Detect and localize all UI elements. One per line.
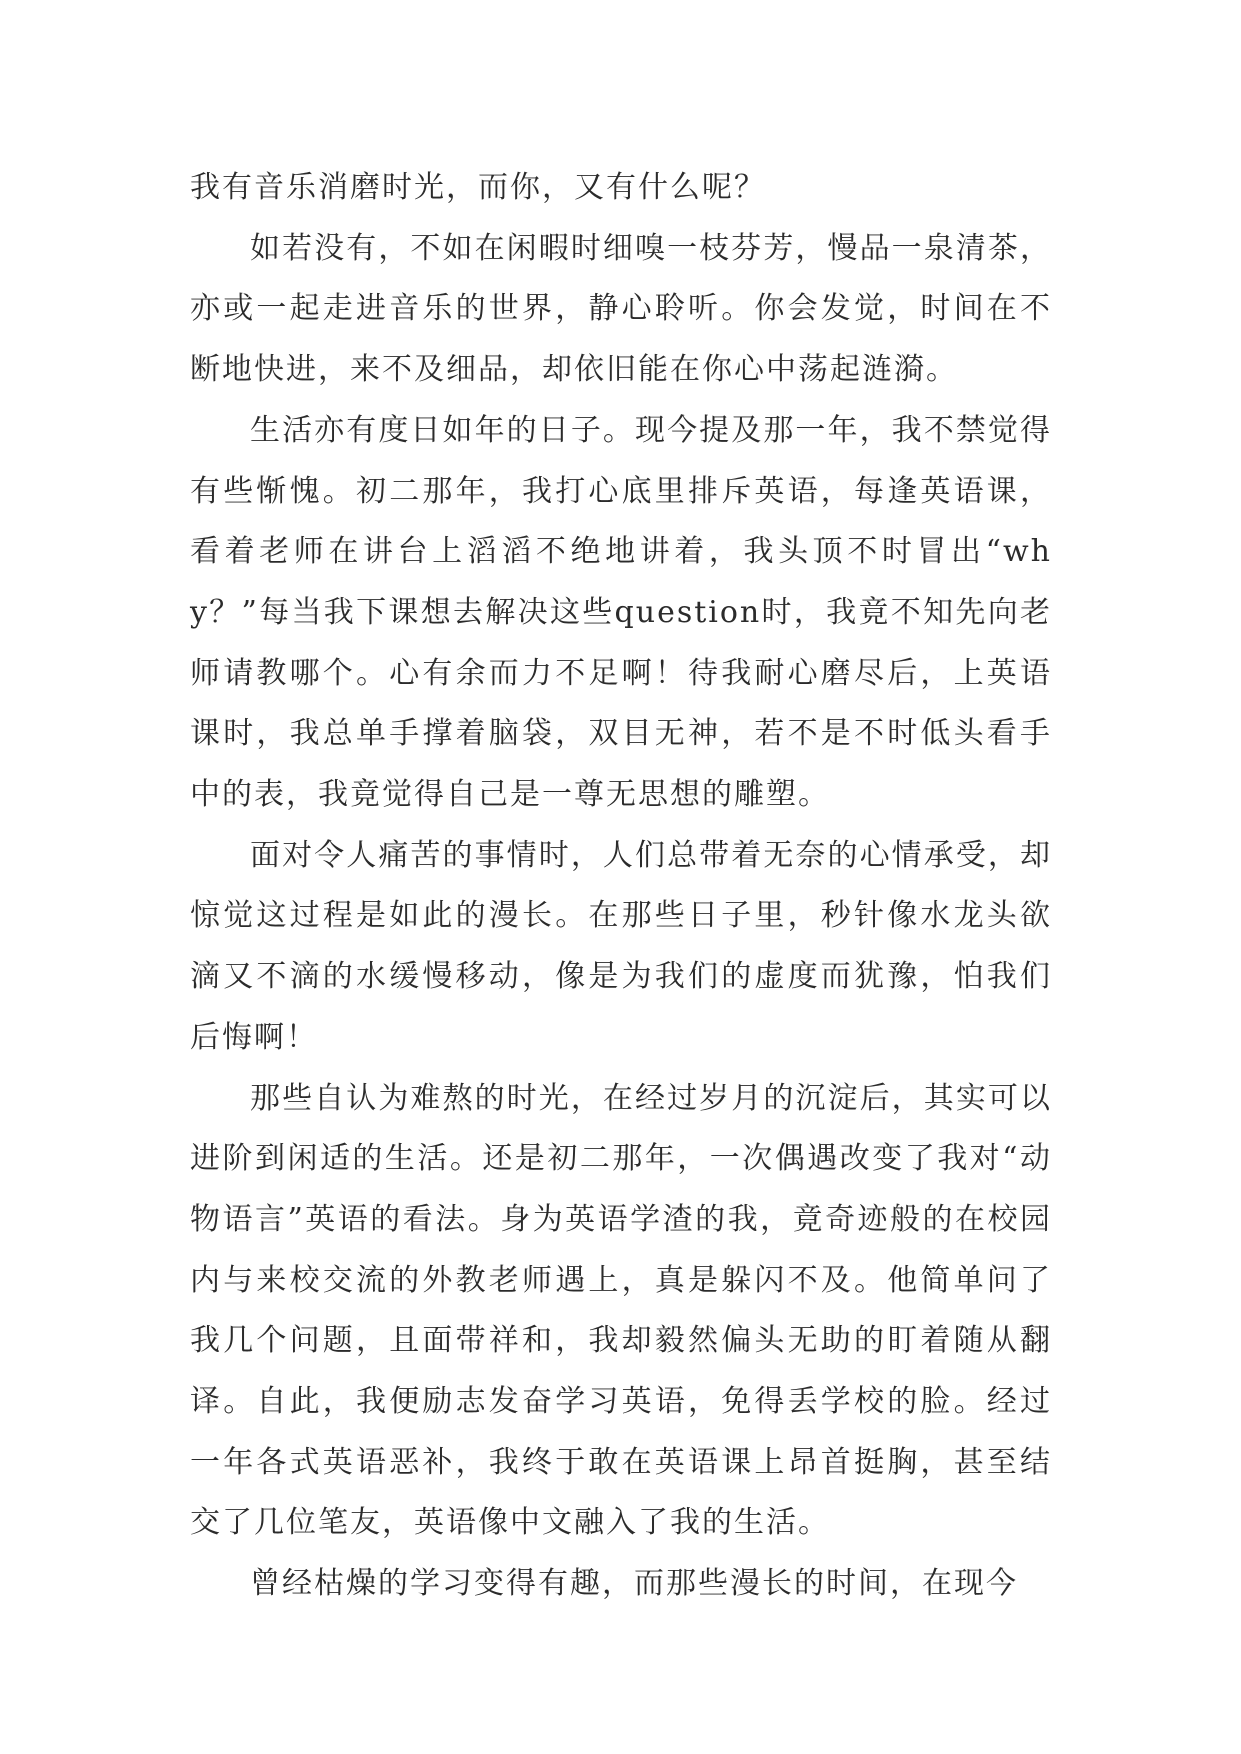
- paragraph-3: 生活亦有度日如年的日子。现今提及那一年，我不禁觉得有些惭愧。初二那年，我打心底里排斥英语，每逢英语课，看着老师在讲台上滔滔不绝地讲着，我头顶不时冒出“why？”每当我下课想去解决这些question时，我竟不知先向老师请教哪个。心有余而力不足啊！待我耐心磨尽后，上英语课时，我总单手撑着脑袋，双目无神，若不是不时低头看手中的表，我竟觉得自己是一尊无思想的雕塑。: [190, 412, 1052, 813]
- paragraph-2: 如若没有，不如在闲暇时细嗅一枝芬芳，慢品一泉清茶，亦或一起走进音乐的世界，静心聆听。你会发觉，时间在不断地快进，来不及细品，却依旧能在你心中荡起涟漪。: [190, 230, 1052, 388]
- paragraph-5: 那些自认为难熬的时光，在经过岁月的沉淀后，其实可以进阶到闲适的生活。还是初二那年，一次偶遇改变了我对“动物语言”英语的看法。身为英语学渣的我，竟奇迹般的在校园内与来校交流的外教老师遇上，真是躲闪不及。他简单问了我几个问题，且面带祥和，我却毅然偏头无助的盯着随从翻译。自此，我便励志发奋学习英语，免得丢学校的脸。经过一年各式英语恶补，我终于敢在英语课上昂首挺胸，甚至结交了几位笔友，英语像中文融入了我的生活。: [190, 1080, 1052, 1541]
- paragraph-4: 面对令人痛苦的事情时，人们总带着无奈的心情承受，却惊觉这过程是如此的漫长。在那些日子里，秒针像水龙头欲滴又不滴的水缓慢移动，像是为我们的虚度而犹豫，怕我们后悔啊！: [190, 837, 1052, 1055]
- essay-body: [190, 158, 1052, 1615]
- paragraph-6: 曾经枯燥的学习变得有趣，而那些漫长的时间，在现今: [250, 1566, 1018, 1602]
- paragraph-1: 我有音乐消磨时光，而你，又有什么呢？: [190, 170, 766, 205]
